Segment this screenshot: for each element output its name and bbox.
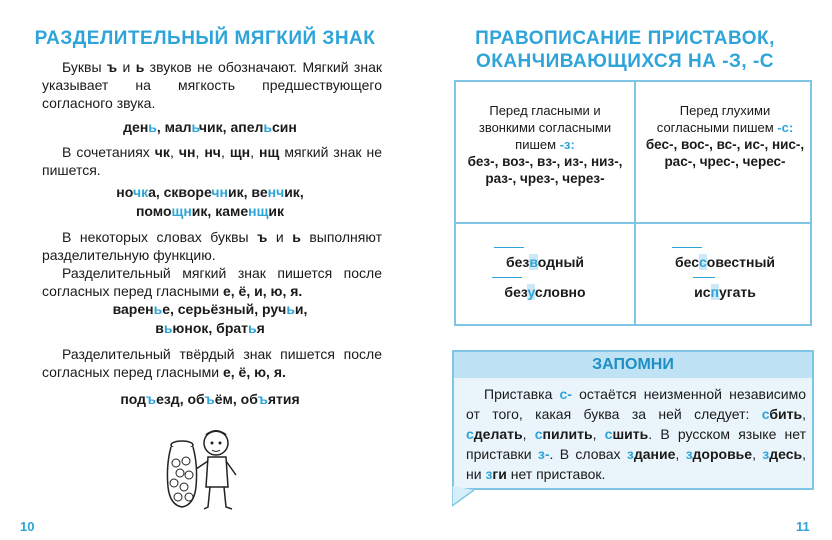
- example-combinations: [40, 183, 380, 221]
- prefix-mark: [494, 247, 524, 253]
- cell-rule-z: Перед гласными и звонкими согласными пишем -з: без-, воз-, вз-, из-, низ-, раз-, чрез-, через-: [467, 103, 623, 186]
- page-number-right: 11: [796, 519, 810, 534]
- paragraph-3: В некоторых словах буквы ъ и ь выполняют разделительную функцию.: [42, 229, 382, 263]
- example-soft-sign: день, мальчик, апельсин: [123, 119, 297, 135]
- example-line: вьюнок, братья: [155, 320, 265, 336]
- page-title-left: РАЗДЕЛИТЕЛЬНЫЙ МЯГКИЙ ЗНАК: [34, 28, 376, 49]
- title-line: ПРАВОПИСАНИЕ ПРИСТАВОК,: [475, 28, 775, 49]
- example-line: ночка, скворечник, венчик,: [116, 184, 304, 200]
- example-line: помощник, каменщик: [135, 203, 285, 219]
- prefix-mark: [492, 277, 522, 283]
- cell-rule-s: Перед глухими согласными пишем -с: бес-, вос-, вс-, ис-, нис-, рас-, чрес-, черес-: [645, 103, 805, 169]
- remember-note: [452, 350, 814, 490]
- example-word: бессовестный: [674, 254, 776, 270]
- prefix-mark: [693, 277, 715, 283]
- paragraph-5: Разделительный твёрдый знак пишется после согласных перед гласными е, ё, ю, я.: [42, 346, 382, 380]
- paragraph-4: Разделительный мягкий знак пишется после согласных перед гласными е, ё, и, ю, я.: [42, 265, 382, 299]
- example-word: испугать: [694, 284, 756, 300]
- page-number-left: 10: [20, 519, 35, 534]
- prefix-table: [454, 80, 812, 326]
- paragraph-1: Буквы ъ и ь звуков не обозначают. Мягкий знак указывает на мягкость предшествующего согласного звука.: [42, 59, 382, 111]
- boy-with-jar-illustration: [160, 425, 250, 515]
- prefix-mark: [672, 247, 702, 253]
- title-line: ОКАНЧИВАЮЩИХСЯ НА -З, -С: [475, 51, 775, 72]
- page-curl-decoration: [452, 486, 476, 508]
- example-word: безводный: [505, 254, 585, 270]
- example-word: безусловно: [504, 284, 586, 300]
- remember-heading: ЗАПОМНИ: [454, 352, 812, 378]
- example-separating-soft: [40, 300, 380, 338]
- paragraph-2: В сочетаниях чк, чн, нч, щн, нщ мягкий знак не пишется.: [42, 144, 383, 178]
- page-title-right: [440, 27, 810, 73]
- example-line: варенье, серьёзный, ручьи,: [112, 301, 308, 317]
- example-hard-sign: подъезд, объём, объятия: [120, 391, 300, 407]
- remember-text: Приставка с- остаётся неизменной независимо от того, какая буква за ней следует: сбить, сделать, спилить, сшить. В русском языке нет приставки з-. В словах здание, здоровье, здесь, ни зги нет приставок.: [466, 386, 807, 482]
- table-divider: [456, 222, 810, 224]
